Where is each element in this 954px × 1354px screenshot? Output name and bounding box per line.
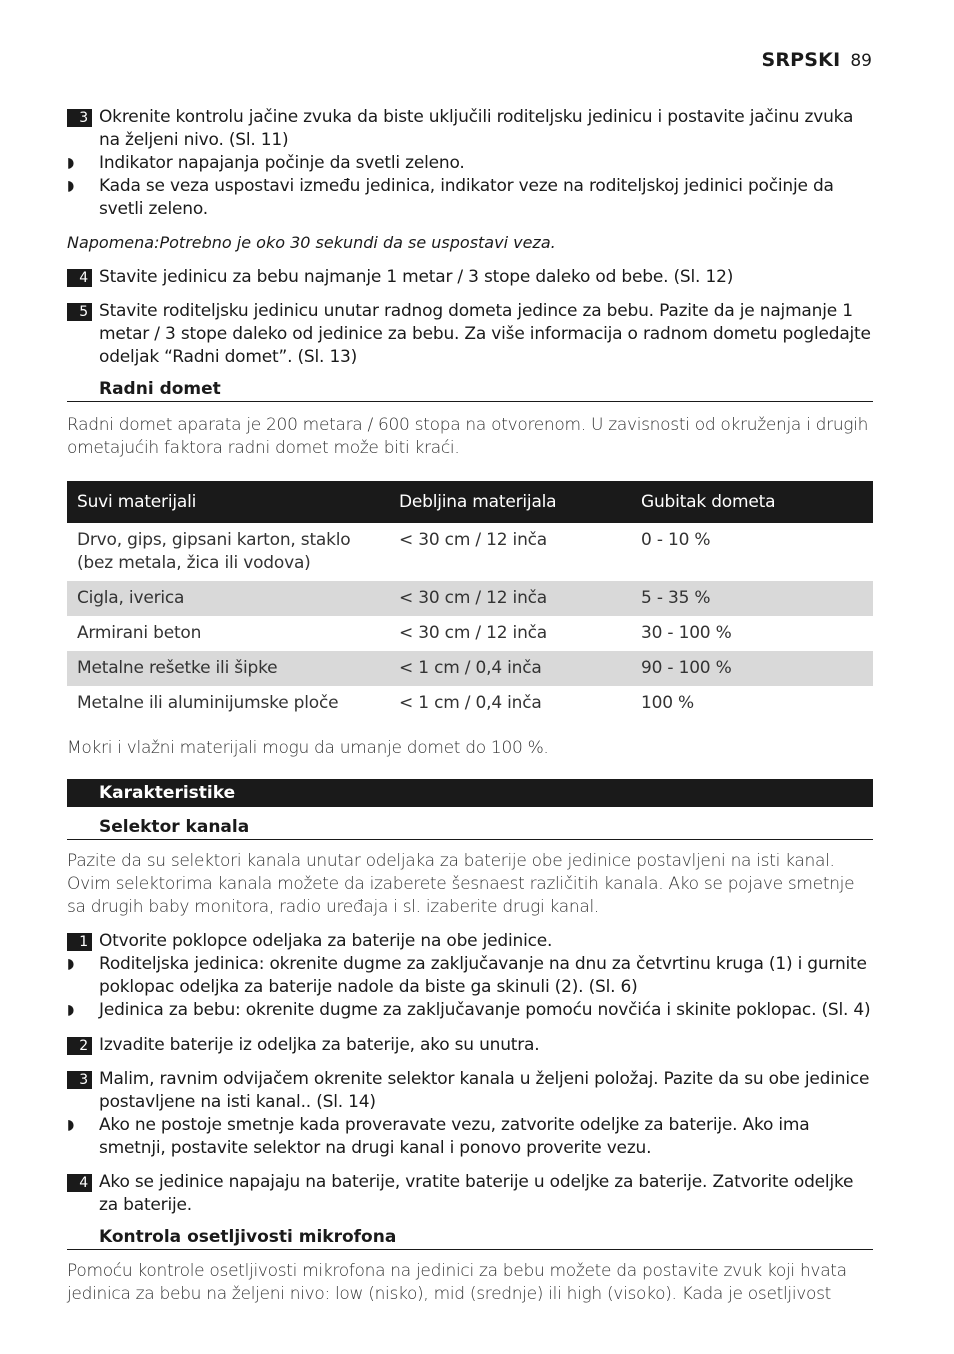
bullet-text: Roditeljska jedinica: okrenite dugme za zaključavanje na dnu za četvrtinu kruga (1) i gurnite poklopac odeljka za baterije nadole da biste ga skinuli (2). (Sl. 6)	[99, 954, 867, 997]
bullet-item	[67, 152, 873, 175]
bullet-text: Jedinica za bebu: okrenite dugme za zaključavanje pomoću novčića i skinite poklopac. (Sl. 4)	[99, 1000, 871, 1020]
table-cell: 5 - 35 %	[631, 581, 873, 616]
section-heading-radni-domet: Radni domet	[67, 377, 873, 402]
bullet-text: Indikator napajanja počinje da svetli zeleno.	[99, 153, 465, 173]
step-text: Stavite roditeljsku jedinicu unutar radnog dometa jedince za bebu. Pazite da je najmanje 1 metar / 3 stope daleko od jedinice za bebu. Za više informacija o radnom dometu pogledajte odeljak “Radni domet”. (Sl. 13)	[99, 301, 871, 367]
table-cell: < 30 cm / 12 inča	[399, 623, 548, 643]
table-cell: < 30 cm / 12 inča	[399, 530, 548, 550]
bullet-item	[67, 999, 873, 1022]
bullet-arrow-icon: ◗	[67, 178, 75, 194]
table-header-cell: Suvi materijali	[67, 481, 389, 523]
bullet-arrow-icon: ◗	[67, 155, 75, 171]
step-text: Okrenite kontrolu jačine zvuka da biste uključili roditeljsku jedinicu i postavite jačinu zvuka na željeni nivo. (Sl. 11)	[99, 107, 854, 150]
table-cell: Drvo, gips, gipsani karton, staklo (bez metala, žica ili vodova)	[77, 530, 351, 573]
table-cell: 0 - 10 %	[641, 530, 711, 550]
bullet-arrow-icon: ◗	[67, 1117, 75, 1133]
bullet-item	[67, 1114, 873, 1160]
step-4-placement	[67, 266, 873, 289]
range-table	[67, 481, 873, 721]
bullet-text: Kada se veza uspostavi između jedinica, indikator veze na roditeljskoj jedinici počinje da svetli zeleno.	[99, 176, 834, 219]
bullet-item	[67, 953, 873, 999]
step-text: Stavite jedinicu za bebu najmanje 1 metar / 3 stope daleko od bebe. (Sl. 12)	[99, 267, 734, 287]
step-number: 4	[67, 269, 92, 287]
step-4-replace-batteries	[67, 1171, 873, 1217]
step-5-placement	[67, 300, 873, 369]
step-3-volume	[67, 106, 873, 152]
table-cell: < 30 cm / 12 inča	[389, 581, 631, 616]
page-number: 89	[850, 51, 872, 71]
table-row	[67, 686, 873, 721]
step-number: 5	[67, 303, 92, 321]
step-text: Otvorite poklopce odeljaka za baterije na obe jedinice.	[99, 931, 553, 951]
page-header	[761, 49, 872, 71]
step-number: 3	[67, 109, 92, 127]
table-cell: Metalne rešetke ili šipke	[67, 651, 389, 686]
section-heading-mikrofon: Kontrola osetljivosti mikrofona	[67, 1225, 873, 1250]
step-text: Ako se jedinice napajaju na baterije, vratite baterije u odeljke za baterije. Zatvorite odeljke za baterije.	[99, 1172, 854, 1215]
table-row	[67, 523, 873, 581]
table-header-row	[67, 481, 873, 523]
table-cell: Cigla, iverica	[67, 581, 389, 616]
table-header-cell: Gubitak dometa	[631, 481, 873, 523]
bullet-arrow-icon: ◗	[67, 956, 75, 972]
step-3-channel	[67, 1068, 873, 1114]
selektor-paragraph: Pazite da su selektori kanala unutar odeljaka za baterije obe jedinice postavljeni na isti kanal. Ovim selektorima kanala možete da izaberete šesnaest različitih kanala. Ako se pojave smetnje sa drugih baby monitora, radio uređaja i sl. izaberite drugi kanal.	[67, 851, 855, 917]
table-cell: Armirani beton	[77, 623, 202, 643]
table-cell: < 1 cm / 0,4 inča	[399, 693, 542, 713]
page-content	[67, 106, 873, 1306]
step-number: 4	[67, 1174, 92, 1192]
bullet-item	[67, 175, 873, 221]
table-cell: 90 - 100 %	[631, 651, 873, 686]
table-row	[67, 616, 873, 651]
section-heading-karakteristike: Karakteristike	[67, 779, 873, 807]
table-cell: 100 %	[641, 693, 695, 713]
mikrofon-paragraph: Pomoću kontrole osetljivosti mikrofona na jedinici za bebu možete da postavite zvuk koji hvata jedinica za bebu na željeni nivo: low (nisko), mid (srednje) ili high (visoko). Kada je osetljivost	[67, 1261, 847, 1304]
step-text: Izvadite baterije iz odeljka za baterije, ako su unutra.	[99, 1035, 540, 1055]
table-header-cell: Debljina materijala	[389, 481, 631, 523]
step-2-remove-batteries	[67, 1034, 873, 1057]
step-number: 3	[67, 1071, 92, 1089]
table-cell: 30 - 100 %	[641, 623, 732, 643]
section-heading-selektor: Selektor kanala	[67, 815, 873, 840]
table-row	[67, 651, 873, 686]
note-text: Napomena:Potrebno je oko 30 sekundi da se uspostavi veza.	[67, 233, 556, 252]
step-number: 1	[67, 933, 92, 951]
table-cell: < 1 cm / 0,4 inča	[389, 651, 631, 686]
bullet-arrow-icon: ◗	[67, 1002, 75, 1018]
materials-note: Mokri i vlažni materijali mogu da umanje domet do 100 %.	[67, 738, 549, 758]
table-cell: Metalne ili aluminijumske ploče	[77, 693, 339, 713]
step-number: 2	[67, 1037, 92, 1055]
step-text: Malim, ravnim odvijačem okrenite selektor kanala u željeni položaj. Pazite da su obe jedinice postavljene na isti kanal.. (Sl. 14)	[99, 1069, 870, 1112]
language-label: SRPSKI	[761, 49, 841, 71]
bullet-text: Ako ne postoje smetnje kada proveravate vezu, zatvorite odeljke za baterije. Ako ima smetnji, postavite selektor na drugi kanal i ponovo proverite vezu.	[99, 1115, 810, 1158]
table-row	[67, 581, 873, 616]
radni-domet-paragraph: Radni domet aparata je 200 metara / 600 stopa na otvorenom. U zavisnosti od okruženja i drugih ometajućih faktora radni domet može biti kraći.	[67, 415, 869, 458]
step-1-open-covers	[67, 930, 873, 953]
